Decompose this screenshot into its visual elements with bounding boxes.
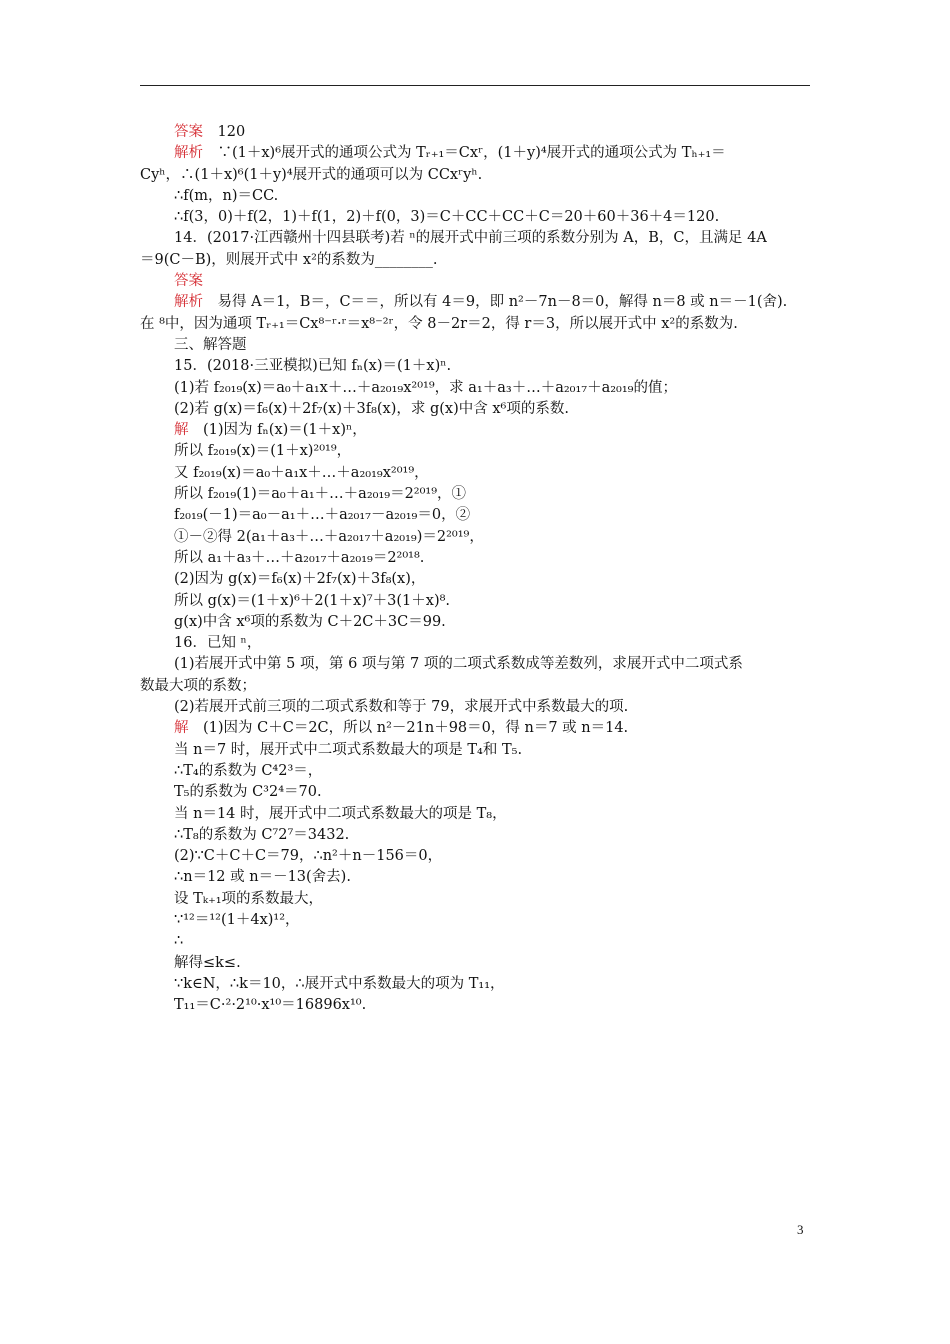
question-15-stem: 15．(2018·三亚模拟)已知 fₙ(x)＝(1＋x)ⁿ. — [174, 358, 452, 375]
solution-16-line11: ∴ — [174, 933, 184, 950]
solution-16-line5: 当 n＝14 时，展开式中二项式系数最大的项是 T₈， — [174, 805, 507, 822]
answer-13: 答案 120 — [174, 124, 246, 140]
solution-16-line14: T₁₁＝C·²·2¹⁰·x¹⁰＝16896x¹⁰. — [174, 997, 367, 1014]
solution-16-line1: 解 (1)因为 C＋C＝2C，所以 n²－21n＋98＝0，得 n＝7 或 n＝14. — [174, 720, 629, 737]
solution-15-line9: 所以 g(x)＝(1＋x)⁶＋2(1＋x)⁷＋3(1＋x)⁸. — [174, 592, 451, 609]
solution-16-line6: ∴T₈的系数为 C⁷2⁷＝3432. — [174, 826, 350, 843]
answer-14: 答案 — [174, 273, 203, 290]
solution-15-line3: 又 f₂₀₁₉(x)＝a₀＋a₁x＋…＋a₂₀₁₉x²⁰¹⁹， — [174, 464, 429, 481]
solution-16-line2: 当 n＝7 时，展开式中二项式系数最大的项是 T₄和 T₅. — [174, 741, 523, 758]
solution-15-line4: 所以 f₂₀₁₉(1)＝a₀＋a₁＋…＋a₂₀₁₉＝2²⁰¹⁹，① — [174, 486, 467, 503]
solution-16-line9: 设 Tₖ₊₁项的系数最大， — [174, 890, 324, 907]
solution-15-line6: ①－②得 2(a₁＋a₃＋…＋a₂₀₁₇＋a₂₀₁₉)＝2²⁰¹⁹， — [174, 528, 484, 545]
analysis-14-line1: 解析 易得 A＝1，B＝，C＝＝，所以有 4＝9，即 n²－7n－8＝0，解得 n＝8 或 n＝－1(舍). — [174, 294, 788, 311]
solution-16-line8: ∴n＝12 或 n＝－13(舍去). — [174, 869, 351, 886]
question-15-part2: (2)若 g(x)＝f₆(x)＋2f₇(x)＋3f₈(x)，求 g(x)中含 x⁶项的系数. — [174, 400, 569, 417]
solution-15-line1: 解 (1)因为 fₙ(x)＝(1＋x)ⁿ， — [174, 422, 367, 439]
solution-15-line7: 所以 a₁＋a₃＋…＋a₂₀₁₇＋a₂₀₁₉＝2²⁰¹⁸. — [174, 549, 425, 566]
question-15-part1: (1)若 f₂₀₁₉(x)＝a₀＋a₁x＋…＋a₂₀₁₉x²⁰¹⁹，求 a₁＋a₃＋…＋a₂₀₁₇＋a₂₀₁₉的值； — [174, 379, 677, 396]
solution-16-line4: T₅的系数为 C³2⁴＝70. — [174, 784, 322, 801]
header-rule — [140, 85, 810, 86]
question-14-line1: 14．(2017·江西赣州十四县联考)若 ⁿ的展开式中前三项的系数分别为 A，B，C，且满足 4A — [174, 230, 767, 247]
solution-16-line12: 解得≤k≤. — [174, 954, 241, 971]
solution-16-line13: ∵k∈N，∴k＝10，∴展开式中系数最大的项为 T₁₁， — [174, 975, 505, 992]
analysis-13-line3: ∴f(m，n)＝CC. — [174, 187, 279, 204]
page-number: 3 — [797, 1222, 804, 1237]
question-16-stem: 16．已知 ⁿ， — [174, 635, 262, 652]
solution-15-line10: g(x)中含 x⁶项的系数为 C＋2C＋3C＝99. — [174, 613, 446, 630]
question-16-part1-line2: 数最大项的系数； — [140, 677, 256, 694]
question-14-line2: ＝9(C－B)，则展开式中 x²的系数为________. — [140, 251, 438, 268]
solution-15-line8: (2)因为 g(x)＝f₆(x)＋2f₇(x)＋3f₈(x)， — [174, 571, 426, 588]
question-16-part1-line1: (1)若展开式中第 5 项，第 6 项与第 7 项的二项式系数成等差数列，求展开式中二项式系 — [174, 656, 743, 673]
question-16-part2: (2)若展开式前三项的二项式系数和等于 79，求展开式中系数最大的项. — [174, 699, 629, 716]
solution-16-line3: ∴T₄的系数为 C⁴2³＝， — [174, 762, 323, 779]
analysis-13-line1: 解析 ∵(1＋x)⁶展开式的通项公式为 Tᵣ₊₁＝Cxʳ，(1＋y)⁴展开式的通项公式为 Tₕ₊₁＝ — [174, 145, 726, 162]
analysis-13-line2: Cyʰ，∴(1＋x)⁶(1＋y)⁴展开式的通项可以为 CCxʳyʰ. — [140, 166, 483, 183]
section-heading: 三、解答题 — [174, 336, 247, 353]
solution-16-line10: ∵¹²＝¹²(1＋4x)¹²， — [174, 911, 300, 928]
document-body — [140, 122, 812, 1016]
solution-15-line2: 所以 f₂₀₁₉(x)＝(1＋x)²⁰¹⁹， — [174, 443, 352, 460]
analysis-13-line4: ∴f(3，0)＋f(2，1)＋f(1，2)＋f(0，3)＝C＋CC＋CC＋C＝20＋60＋36＋4＝120. — [174, 209, 720, 226]
solution-16-line7: (2)∵C＋C＋C＝79，∴n²＋n－156＝0， — [174, 848, 443, 865]
analysis-14-line2: 在 ⁸中，因为通项 Tᵣ₊₁＝Cx⁸⁻ʳ·ʳ＝x⁸⁻²ʳ，令 8－2r＝2，得 r＝3，所以展开式中 x²的系数为. — [140, 315, 738, 332]
solution-15-line5: f₂₀₁₉(－1)＝a₀－a₁＋…＋a₂₀₁₇－a₂₀₁₉＝0，② — [174, 507, 471, 524]
